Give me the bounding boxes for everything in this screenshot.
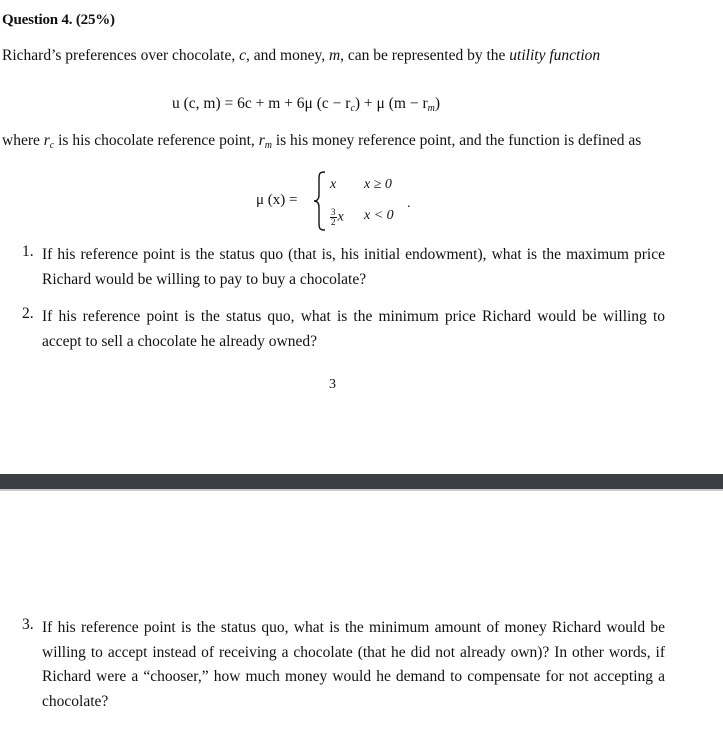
where-text-c: is his money reference point, and the function is defined as [271,132,642,149]
intro-emphasis: utility function [509,47,601,64]
intro-text-c: , can be represented by the [340,47,510,64]
question-heading: Question 4. (25%) [2,12,115,28]
case1-expression: x [330,177,337,192]
case2-condition: x < 0 [364,208,394,223]
utility-eq-sub-m: m [427,103,435,114]
intro-text-a: Richard’s preferences over chocolate, [2,47,240,64]
utility-eq-lhs: u (c, m) = 6c + m + 6μ (c − r [172,95,351,112]
case2-denominator: 2 [331,217,336,227]
where-rc: r [43,132,50,149]
intro-var-m: m [328,47,341,64]
where-rc-sub: c [49,140,55,151]
utility-equation [172,95,440,114]
where-text-a: where [2,132,44,149]
case2-fraction [330,208,337,227]
item-1-number: 1. [22,243,34,260]
item-3-text: If his reference point is the status quo, what is the minimum amount of money Richard would be willing to accept instead of receiving a chocolate (that he did not already own)? In other words, if Richard were a “chooser,” how much money would he demand to compensate for not accepting a chocolate? [42,619,665,710]
utility-eq-end: ) [434,95,441,112]
item-1-text: If his reference point is the status quo (that is, his initial endowment), what is the maximum price Richard would be willing to pay to buy a chocolate? [42,246,665,288]
page-break-bar [0,474,723,489]
intro-paragraph [2,44,668,69]
item-2-text: If his reference point is the status quo, what is the minimum price Richard would be willing to accept to sell a chocolate he already owned? [42,308,665,350]
piecewise-lhs: μ (x) = [256,192,298,208]
page-break-edge [0,489,723,491]
case1-condition: x ≥ 0 [364,177,392,192]
piecewise-period: . [407,196,411,211]
item-2-number: 2. [22,305,34,322]
intro-var-c: c [239,47,247,64]
utility-eq-mid: ) + μ (m − r [354,95,428,112]
where-text-b: is his chocolate reference point, [54,132,259,149]
case2-expression [330,208,344,227]
where-rm-sub: m [264,140,272,151]
page-number: 3 [329,377,336,392]
left-brace-icon [313,170,327,232]
case2-numerator: 3 [331,207,336,217]
utility-eq-sub-c: c [350,103,355,114]
item-3-number: 3. [22,616,34,633]
intro-text-b: , and money, [246,47,329,64]
case2-variable: x [337,209,344,225]
where-rm: r [258,132,265,149]
definition-paragraph [2,129,668,159]
